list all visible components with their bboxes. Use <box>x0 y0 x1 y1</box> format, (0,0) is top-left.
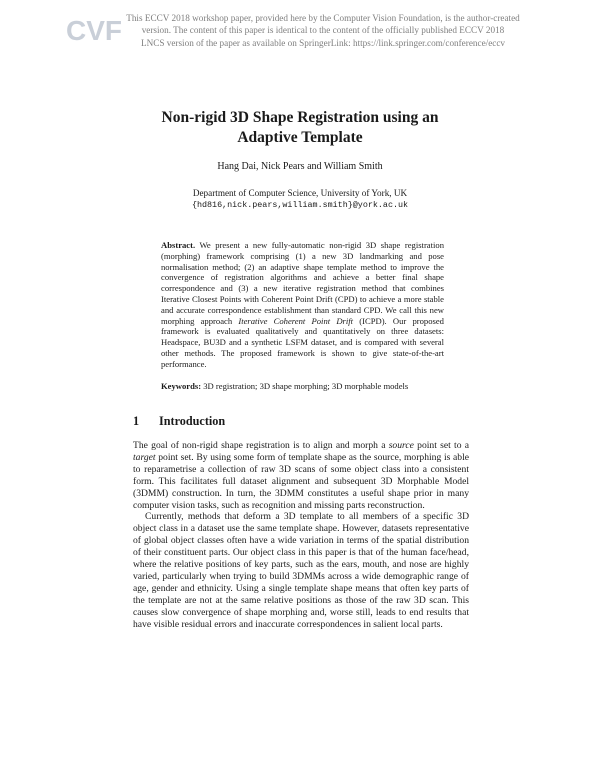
paper-title <box>110 108 490 148</box>
keywords-text: 3D registration; 3D shape morphing; 3D morphable models <box>201 381 409 391</box>
banner-line: LNCS version of the paper as available on SpringerLink: https://link.springer.com/conference/eccv <box>140 37 506 48</box>
title-line: Adaptive Template <box>237 129 363 146</box>
banner-line: This ECCV 2018 workshop paper, provided here by the Computer Vision Foundation, is the author-created <box>126 13 520 23</box>
abstract-italic: Iterative Coherent Point Drift <box>238 315 354 326</box>
affiliation <box>100 187 500 211</box>
banner-text <box>118 12 528 49</box>
abstract <box>161 240 444 370</box>
department: Department of Computer Science, University of York, UK <box>192 188 408 198</box>
email: {hd816,nick.pears,william.smith}@york.ac.uk <box>191 200 409 210</box>
title-line: Non-rigid 3D Shape Registration using an <box>161 109 439 126</box>
keywords <box>161 381 461 392</box>
header-banner <box>66 12 526 52</box>
paragraph <box>133 440 469 511</box>
cvf-logo-text: CVF <box>66 15 122 46</box>
text-run: point set. By using some form of template shape as the source, morphing is able to reparametrise a collection of raw 3D scans of some object class into a consistent form. This facilitates full dataset alignment and subsequent 3D Morphable Model (3DMM) construction. In turn, the 3DMM constitutes a useful shape prior in many computer vision tasks, such as recognition and missing parts reconstruction. <box>133 451 469 511</box>
section-title: Introduction <box>159 414 226 428</box>
section-number: 1 <box>133 414 140 428</box>
section-heading <box>133 414 433 429</box>
italic-term: source <box>388 440 414 451</box>
text-run: The goal of non-rigid shape registration is to align and morph a <box>133 440 389 451</box>
introduction-body <box>133 440 469 631</box>
abstract-label: Abstract. <box>161 240 196 250</box>
authors: Hang Dai, Nick Pears and William Smith <box>217 161 383 172</box>
keywords-label: Keywords: <box>161 381 202 391</box>
text-run: point set to a <box>413 440 469 451</box>
abstract-text-end: (ICPD). Our proposed framework is evaluated qualitatively and quantitatively on three datasets: Headspace, BU3D and a synthetic LSFM dataset, and is compared with several other methods. The proposed framework is shown to give state-of-the-art performance. <box>161 315 444 369</box>
italic-term: target <box>133 451 156 463</box>
paragraph: Currently, methods that deform a 3D template to all members of a specific 3D object class in a dataset use the same template shape. However, datasets representative of global object classes often have a wide variation in terms of the spatial distribution of their constituent parts. Our object class in this paper is that of the human face/head, where the relative positions of key parts, such as the ears, mouth, and nose are highly varied, particularly when trying to build 3DMMs across a wide demographic range of age, gender and ethnicity. Using a single template shape means that often key parts of the template are not at the same relative positions as those of the raw 3D scan. This causes slow convergence of shape morphing and, worse still, leads to end results that have visible residual errors and inaccurate correspondences in salient local parts. <box>133 511 469 630</box>
cvf-logo <box>66 14 122 46</box>
abstract-text: We present a new fully-automatic non-rigid 3D shape registration (morphing) framework comprising (1) a new 3D landmarking and pose normalisation method; (2) an adaptive shape template method to improve the convergence of registration algorithms and achieve a better final shape correspondence and (3) a new iterative registration method that combines Iterative Closest Points with Coherent Point Drift (CPD) to achieve a more stable and accurate correspondence establishment than standard CPD. We call this new morphing approach <box>161 240 444 326</box>
banner-line: version. The content of this paper is identical to the content of the officially published ECCV 2018 <box>141 25 505 36</box>
